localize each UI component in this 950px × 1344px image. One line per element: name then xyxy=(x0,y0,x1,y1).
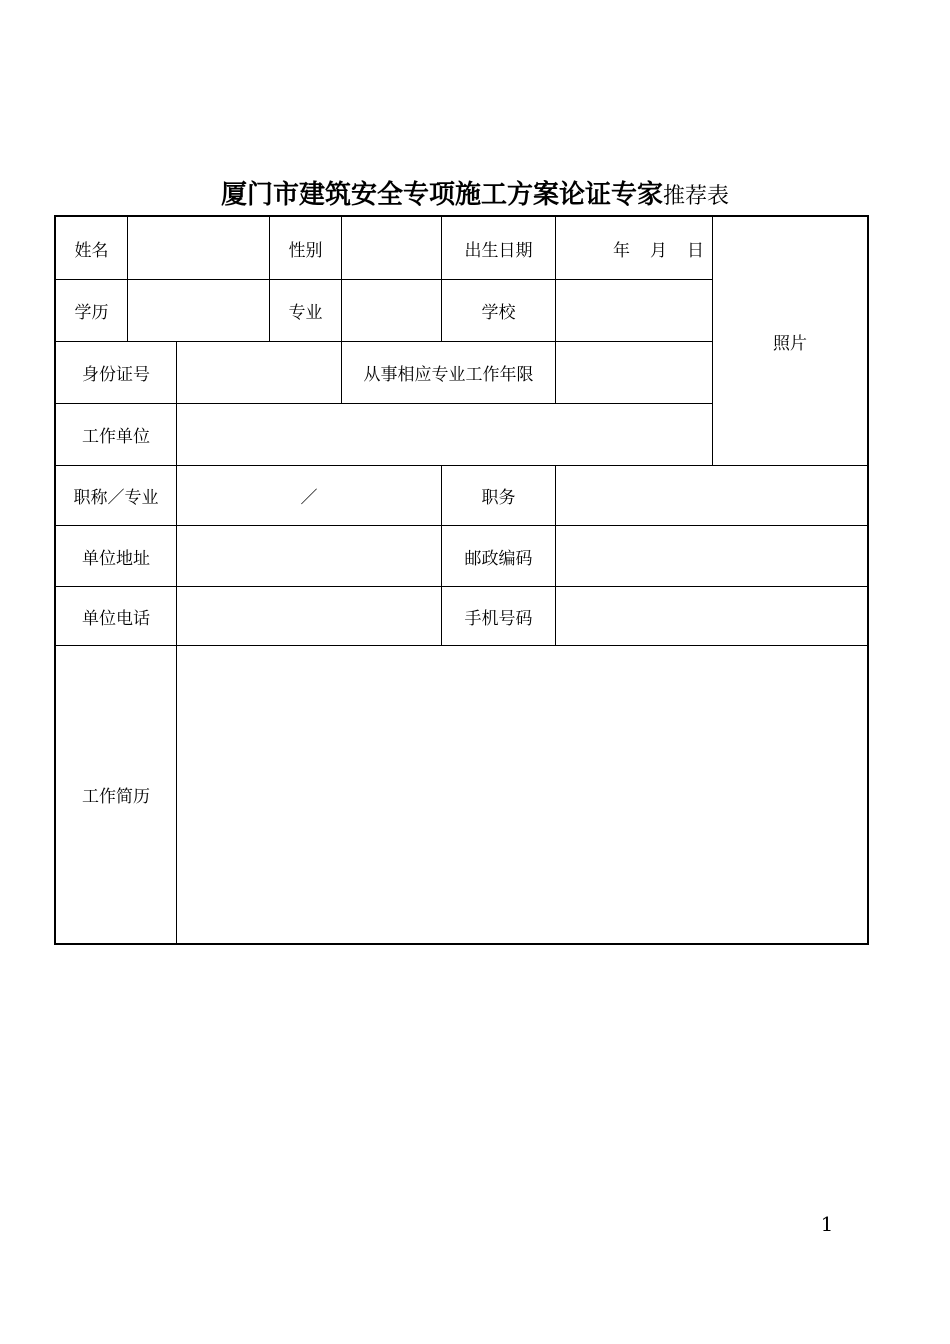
birth-year-label: 年 xyxy=(613,240,630,261)
school-label: 学校 xyxy=(481,303,516,323)
birth-day-label: 日 xyxy=(687,240,704,261)
recommendation-form-table xyxy=(54,215,869,945)
postal-code-label: 邮政编码 xyxy=(464,548,533,569)
position-label: 职务 xyxy=(481,488,516,508)
address-field[interactable] xyxy=(177,526,441,586)
name-label: 姓名 xyxy=(74,240,109,261)
document-title-main: 厦门市建筑安全专项施工方案论证专家 xyxy=(220,180,663,210)
title-major-label: 职称／专业 xyxy=(73,488,159,508)
gender-field[interactable] xyxy=(342,217,441,279)
title-major-field[interactable]: ／ xyxy=(300,488,318,508)
work-resume-label: 工作简历 xyxy=(82,787,150,807)
document-title-suffix: 推荐表 xyxy=(663,184,730,209)
postal-code-field[interactable] xyxy=(556,526,867,586)
page-number: 1 xyxy=(820,1212,834,1236)
office-phone-field[interactable] xyxy=(177,587,441,645)
photo-label: 照片 xyxy=(773,333,807,354)
major-field[interactable] xyxy=(342,280,441,341)
employer-field[interactable] xyxy=(177,404,712,465)
document-title xyxy=(0,177,950,215)
birth-date-field[interactable] xyxy=(556,217,712,279)
education-label: 学历 xyxy=(74,303,109,323)
position-field[interactable] xyxy=(556,466,867,525)
gender-label: 性别 xyxy=(288,240,323,261)
school-field[interactable] xyxy=(556,280,712,341)
mobile-label: 手机号码 xyxy=(464,608,533,629)
name-field[interactable] xyxy=(128,217,269,279)
office-phone-label: 单位电话 xyxy=(82,608,150,629)
birth-date-label: 出生日期 xyxy=(464,240,533,261)
experience-years-label: 从事相应专业工作年限 xyxy=(363,365,534,385)
education-field[interactable] xyxy=(128,280,269,341)
mobile-field[interactable] xyxy=(556,587,867,645)
photo-box[interactable] xyxy=(713,217,867,465)
id-number-label: 身份证号 xyxy=(82,365,150,385)
birth-month-label: 月 xyxy=(650,240,667,261)
work-resume-field[interactable] xyxy=(177,646,867,943)
major-label: 专业 xyxy=(288,303,323,323)
address-label: 单位地址 xyxy=(82,548,150,569)
experience-years-field[interactable] xyxy=(556,342,712,403)
id-number-field[interactable] xyxy=(177,342,341,403)
employer-label: 工作单位 xyxy=(82,427,150,447)
